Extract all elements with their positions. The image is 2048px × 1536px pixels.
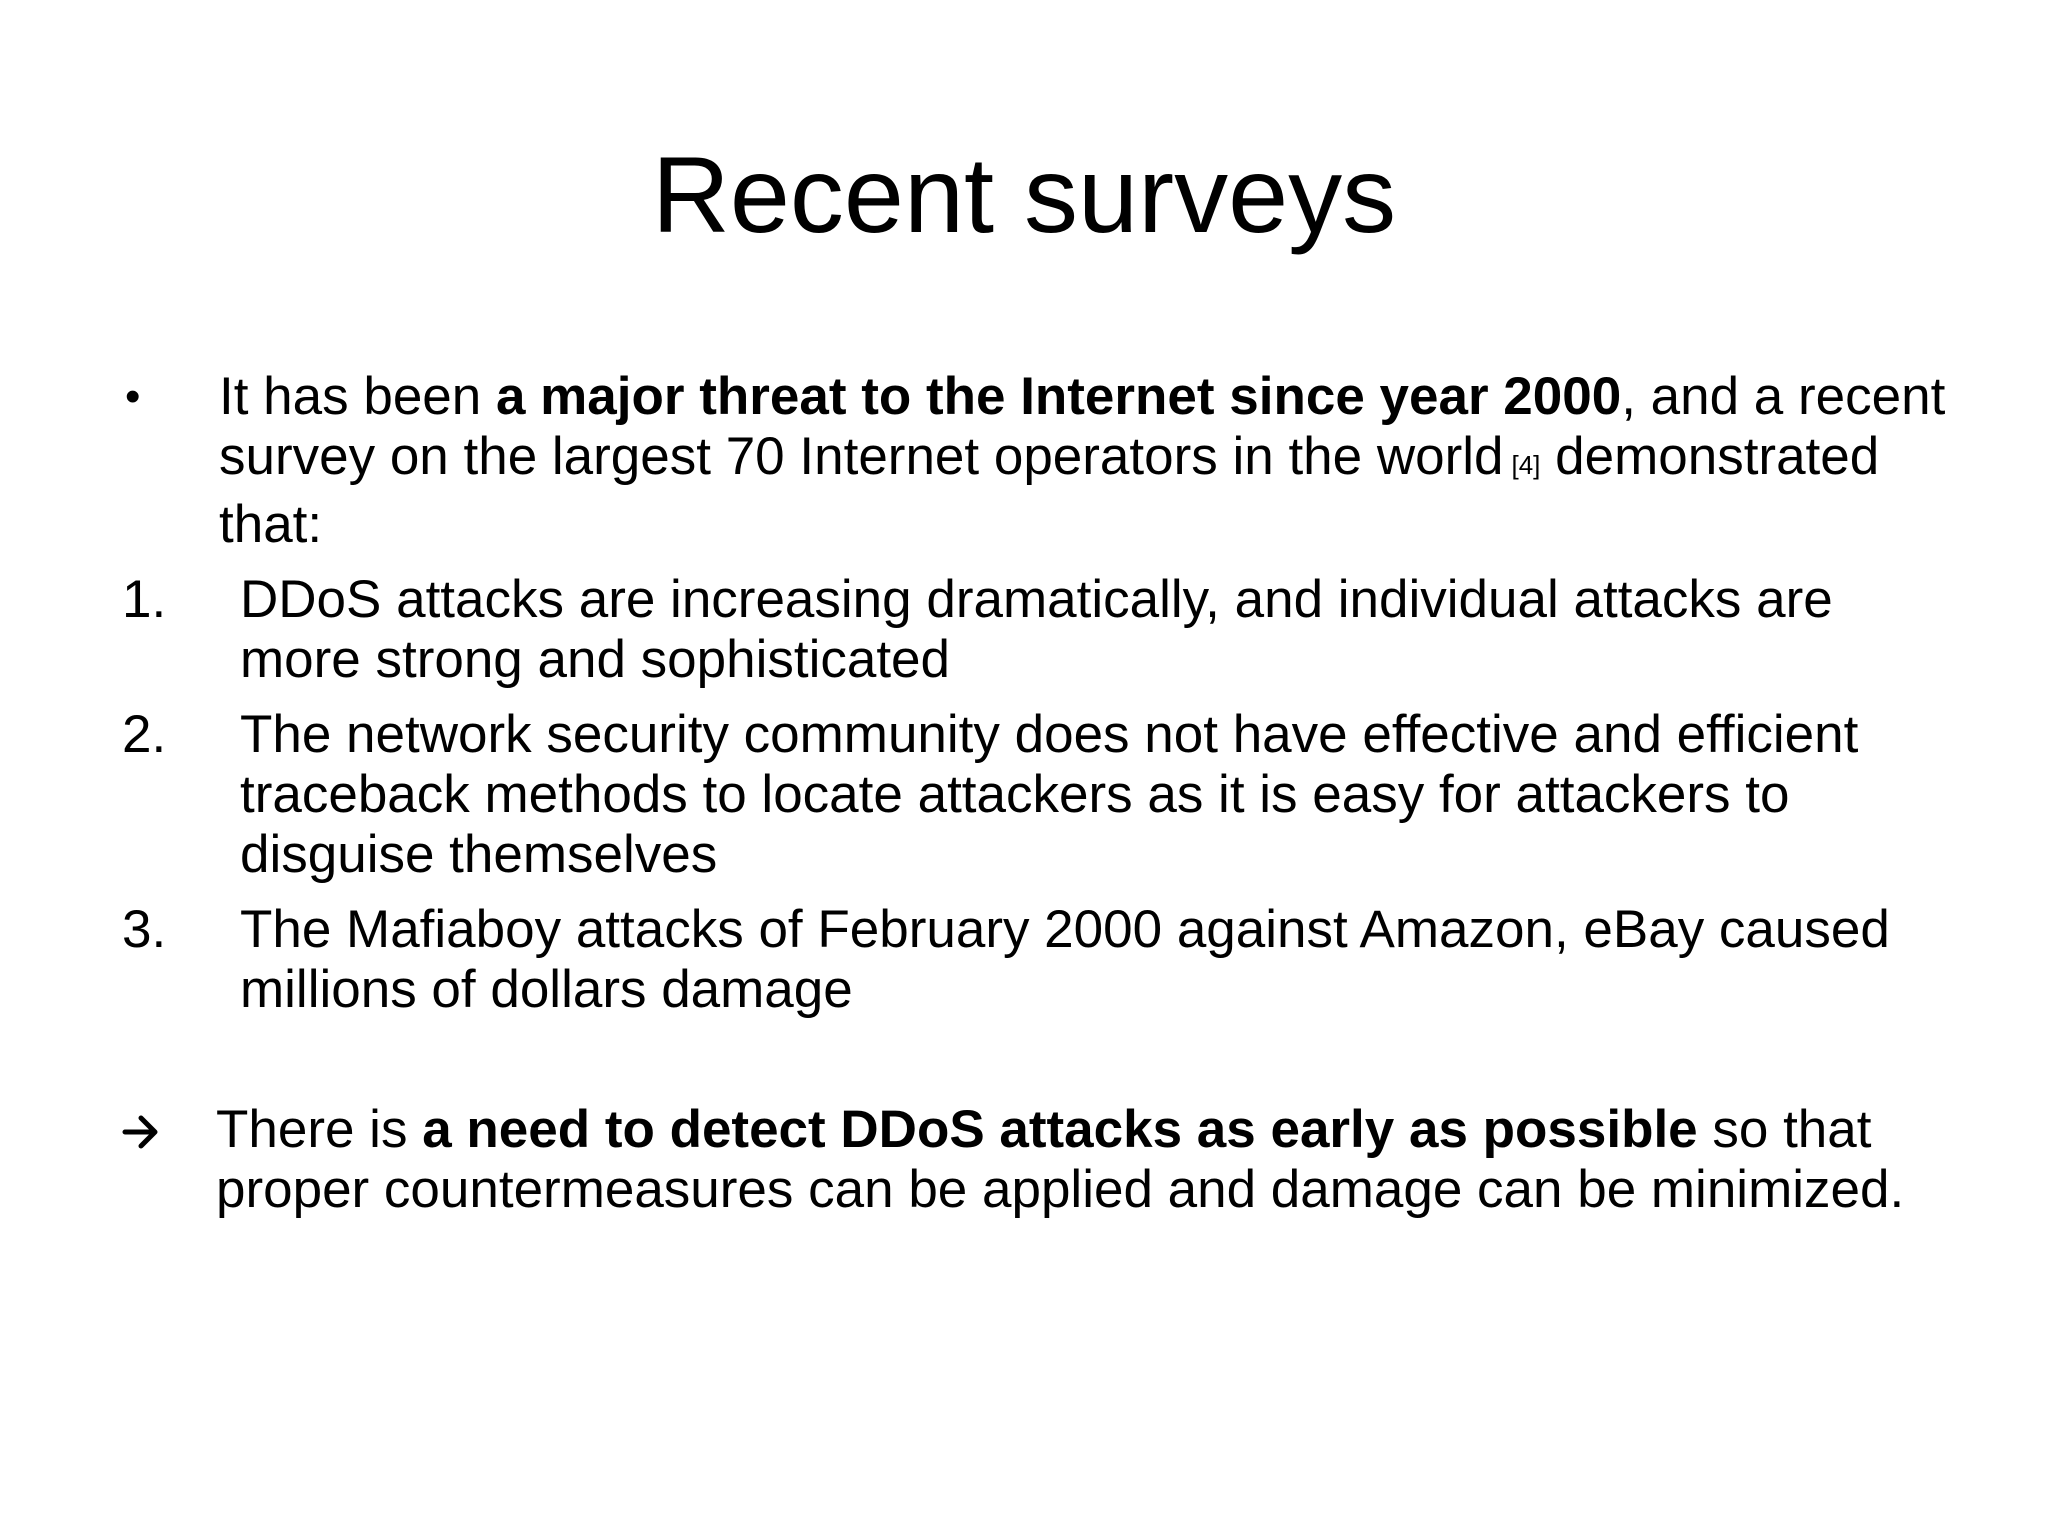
intro-text-tail: demonstrated that: bbox=[219, 427, 1880, 554]
finding-text: DDoS attacks are increasing dramatically, and individual attacks are more strong and sophisticated bbox=[240, 570, 1833, 689]
finding-item bbox=[122, 570, 1982, 690]
finding-number: 3. bbox=[122, 900, 167, 959]
citation: [4] bbox=[1511, 450, 1541, 480]
intro-text-after: , and a recent survey on the largest 70 Internet operators in the world bbox=[219, 367, 1946, 486]
intro-bullet bbox=[122, 367, 1982, 555]
slide-body bbox=[122, 367, 1982, 1220]
finding-item bbox=[122, 900, 1982, 1020]
conclusion-text-after: so that proper countermeasures can be applied and damage can be minimized. bbox=[216, 1100, 1905, 1219]
intro-text bbox=[205, 367, 1969, 555]
bullet-marker: • bbox=[125, 372, 141, 421]
finding-number: 2. bbox=[122, 705, 167, 764]
intro-text-before: It has been bbox=[219, 367, 496, 426]
conclusion-text-before: There is bbox=[216, 1100, 423, 1159]
arrow-right-icon bbox=[122, 1100, 202, 1165]
slide-title: Recent surveys bbox=[651, 134, 1397, 255]
finding-text: The network security community does not have effective and efficient traceback methods to locate attackers as it is easy for attackers to disguise themselves bbox=[240, 705, 1859, 884]
arrow-right-icon-svg bbox=[122, 1112, 160, 1152]
intro-text-bold: a major threat to the Internet since year 2000 bbox=[495, 367, 1622, 426]
conclusion-text-bold: a need to detect DDoS attacks as early as possible bbox=[422, 1100, 1698, 1159]
conclusion-text bbox=[202, 1100, 1982, 1220]
finding-item bbox=[122, 705, 1982, 885]
finding-number: 1. bbox=[122, 570, 167, 629]
finding-text: The Mafiaboy attacks of February 2000 against Amazon, eBay caused millions of dollars damage bbox=[240, 900, 1890, 1019]
conclusion-item bbox=[122, 1100, 1982, 1220]
